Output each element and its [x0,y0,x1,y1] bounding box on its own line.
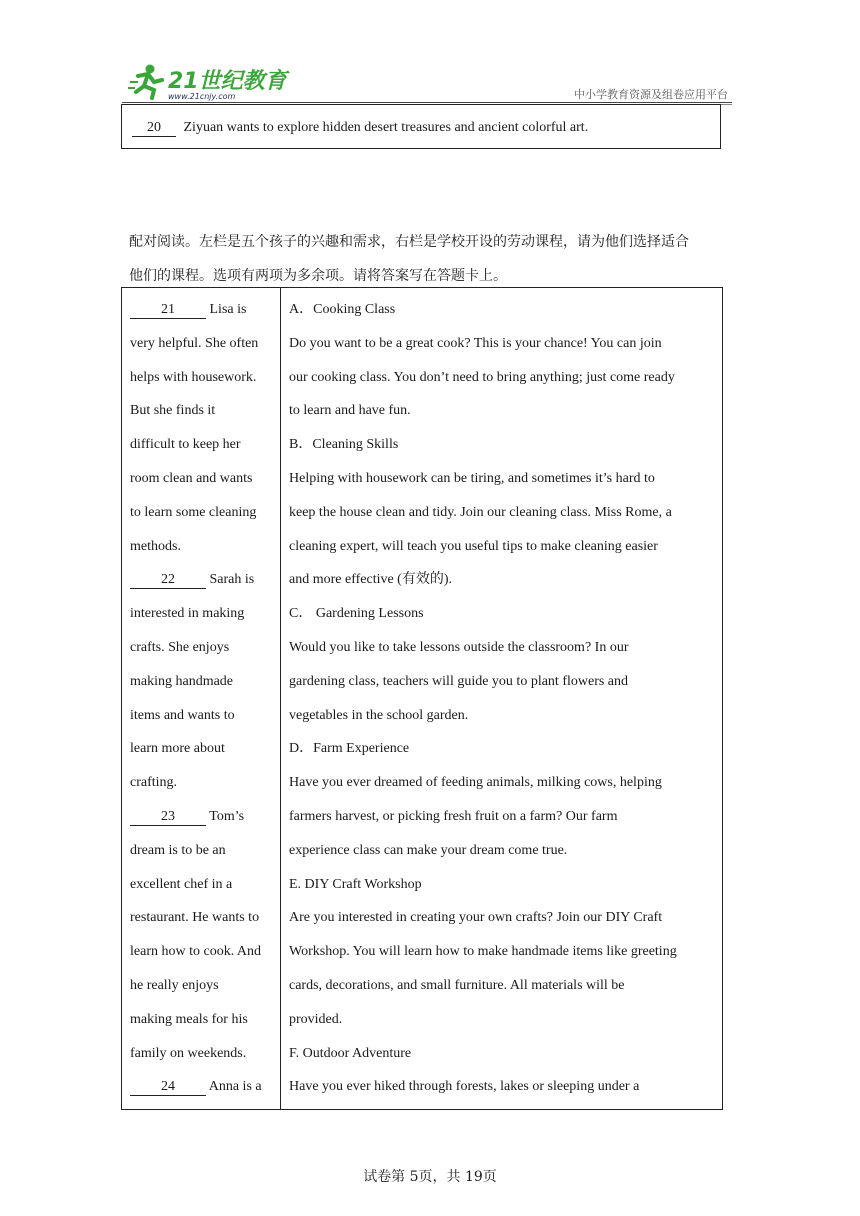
question-20-box [121,104,721,149]
question-20-text: Ziyuan wants to explore hidden desert treasures and ancient colorful art. [183,120,589,135]
answer-blank-23[interactable]: 23 [130,809,206,826]
course-line: to learn and have fun. [289,403,411,419]
runner-icon [128,65,162,99]
course-line: keep the house clean and tidy. Join our cleaning class. Miss Rome, a [289,504,672,520]
course-line: cleaning expert, will teach you useful tips to make cleaning easier [289,538,658,554]
student-line [130,428,280,462]
instructions-line: 他们的课程。选项有两项为多余项。请将答案写在答题卡上。 [129,268,507,284]
student-line [130,766,280,800]
page-footer: 试卷第 5页，共 19页 [363,1169,497,1185]
student-line-text: interested in making [130,606,245,622]
student-line [130,732,280,766]
student-line-text: methods. [130,538,181,554]
instructions-line: 配对阅读。左栏是五个孩子的兴趣和需求，右栏是学校开设的劳动课程，请为他们选择适合 [129,234,689,250]
course-line: vegetables in the school garden. [289,707,469,723]
course-line: and more effective (有效的). [289,572,453,588]
student-line [130,597,280,631]
course-line: farmers harvest, or picking fresh fruit on a farm? Our farm [289,808,618,824]
student-line [130,1003,280,1037]
course-line: experience class can make your dream come true. [289,842,568,858]
course-line: C． Gardening Lessons [289,606,424,622]
student-line [130,665,280,699]
course-line: D．Farm Experience [289,741,410,757]
student-line-text: crafting. [130,775,178,791]
student-line-text: difficult to keep her [130,437,241,453]
student-line [130,530,280,564]
student-line-text: Sarah is [209,572,255,588]
header-rule [122,102,732,103]
course-line: E. DIY Craft Workshop [289,876,422,892]
course-line: gardening class, teachers will guide you to plant flowers and [289,673,629,689]
student-line-text: room clean and wants [130,470,253,486]
student-line-text: items and wants to [130,707,235,723]
student-line-text: Tom’s [209,808,245,824]
answer-blank-24[interactable]: 24 [130,1079,206,1096]
course-line: Do you want to be a great cook? This is your chance! You can join [289,335,662,351]
student-line [130,969,280,1003]
student-line-text: Lisa is [209,302,247,317]
course-line: our cooking class. You don’t need to bring anything; just come ready [289,369,675,385]
svg-text:21世纪教育: 21世纪教育 [168,69,287,94]
student-line-text: Anna is a [208,1079,262,1095]
logo [128,62,287,102]
student-line [130,496,280,530]
student-line [130,834,280,868]
student-line [130,462,280,496]
student-line-text: excellent chef in a [130,876,233,892]
answer-blank-21[interactable]: 21 [130,302,206,319]
student-line-text: making handmade [130,673,234,689]
answer-blank-20[interactable]: 20 [132,120,176,137]
course-line: Would you like to take lessons outside the classroom? In our [289,639,629,655]
student-line-text: learn how to cook. And [130,944,262,960]
course-line: Have you ever hiked through forests, lakes or sleeping under a [289,1079,640,1095]
student-line-text: helps with housework. [130,369,257,385]
student-line [130,800,280,834]
svg-text:www.21cnjy.com: www.21cnjy.com [168,92,236,101]
course-line: Are you interested in creating your own crafts? Join our DIY Craft [289,910,663,926]
course-line: Helping with housework can be tiring, and sometimes it’s hard to [289,470,655,486]
matching-table [121,287,723,1110]
student-line-text: learn more about [130,741,225,757]
platform-label: 中小学教育资源及组卷应用平台 [574,88,728,101]
course-options-column [281,288,722,1109]
course-line: Have you ever dreamed of feeding animals, milking cows, helping [289,775,662,791]
student-line-text: he really enjoys [130,977,219,993]
student-line [130,935,280,969]
course-line: Workshop. You will learn how to make handmade items like greeting [289,944,677,960]
student-line [130,327,280,361]
student-line [130,868,280,902]
student-line [130,901,280,935]
course-line: F. Outdoor Adventure [289,1045,412,1061]
student-line-text: crafts. She enjoys [130,639,230,655]
student-line [130,1070,280,1104]
course-line: provided. [289,1011,343,1027]
answer-blank-22[interactable]: 22 [130,572,206,589]
course-line: A．Cooking Class [289,302,396,317]
student-line-text: very helpful. She often [130,335,259,351]
course-line: cards, decorations, and small furniture. All materials will be [289,977,625,993]
student-line [130,293,280,327]
student-line-text: family on weekends. [130,1045,247,1061]
student-line-text: dream is to be an [130,842,226,858]
student-line [130,394,280,428]
instructions [129,225,739,293]
student-line-text: restaurant. He wants to [130,910,260,926]
student-line [130,1037,280,1071]
student-line [130,631,280,665]
student-line [130,361,280,395]
student-line [130,563,280,597]
student-line-text: to learn some cleaning [130,504,257,520]
student-line [130,699,280,733]
student-line-text: making meals for his [130,1011,248,1027]
student-line-text: But she finds it [130,403,216,419]
student-needs-column [122,288,281,1109]
course-line: B．Cleaning Skills [289,437,399,453]
